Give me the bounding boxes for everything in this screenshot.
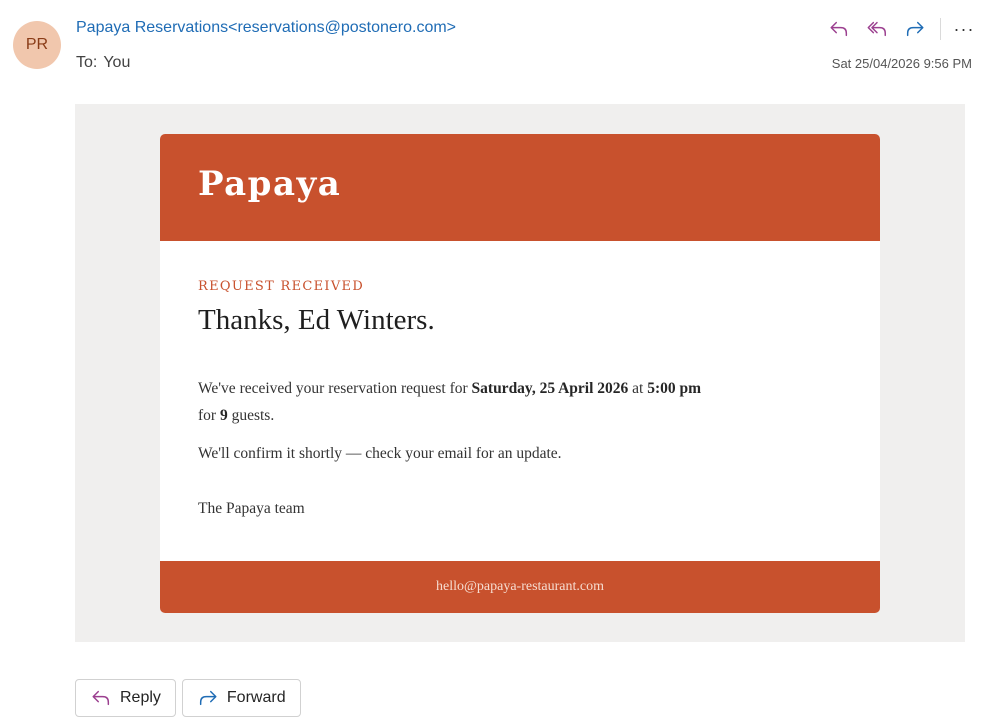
forward-icon <box>904 18 926 40</box>
reply-all-button[interactable] <box>858 14 896 44</box>
sender-name: Papaya Reservations <box>76 19 229 36</box>
eyebrow-label: REQUEST RECEIVED <box>198 279 365 294</box>
guest-count: 9 <box>219 407 228 424</box>
forward-label: Forward <box>226 689 286 706</box>
bottom-forward-button[interactable] <box>182 679 301 717</box>
email-body <box>75 104 965 642</box>
summary-text-4: guests. <box>227 407 275 424</box>
brand-logo: Papaya <box>198 164 342 204</box>
reply-button[interactable] <box>820 14 858 44</box>
reservation-summary <box>198 375 858 429</box>
message-actions <box>820 14 981 44</box>
reply-icon <box>90 687 112 709</box>
to-label: To: <box>76 54 98 71</box>
reply-icon <box>828 18 850 40</box>
more-icon: ··· <box>953 18 975 39</box>
confirmation-note: We'll confirm it shortly — check your email for an update. <box>198 445 562 462</box>
avatar[interactable]: PR <box>13 21 61 69</box>
message-date: Sat 25/04/2026 9:56 PM <box>831 56 972 71</box>
reservation-time: 5:00 pm <box>647 380 702 397</box>
sender[interactable] <box>76 19 456 37</box>
signoff: The Papaya team <box>198 500 305 517</box>
summary-text-3: for <box>198 407 220 424</box>
summary-text-2: at <box>628 380 648 397</box>
action-divider <box>940 18 941 40</box>
summary-text-1: We've received your reservation request for <box>198 380 472 397</box>
to-value[interactable]: You <box>103 54 131 71</box>
more-button[interactable] <box>947 14 981 44</box>
email-card <box>160 134 880 613</box>
reply-actions <box>75 679 301 717</box>
forward-button[interactable] <box>896 14 934 44</box>
card-content <box>160 241 880 561</box>
to-line <box>76 54 130 72</box>
footer-email-link[interactable]: hello@papaya-restaurant.com <box>436 579 604 594</box>
headline: Thanks, Ed Winters. <box>198 304 435 336</box>
bottom-reply-button[interactable] <box>75 679 176 717</box>
forward-icon <box>197 687 219 709</box>
reply-all-icon <box>866 18 888 40</box>
sender-email: <reservations@postonero.com> <box>228 19 457 36</box>
reply-label: Reply <box>120 689 161 706</box>
reservation-date: Saturday, 25 April 2026 <box>471 380 629 397</box>
card-banner <box>160 134 880 241</box>
card-footer <box>160 561 880 613</box>
message-header <box>0 0 999 100</box>
